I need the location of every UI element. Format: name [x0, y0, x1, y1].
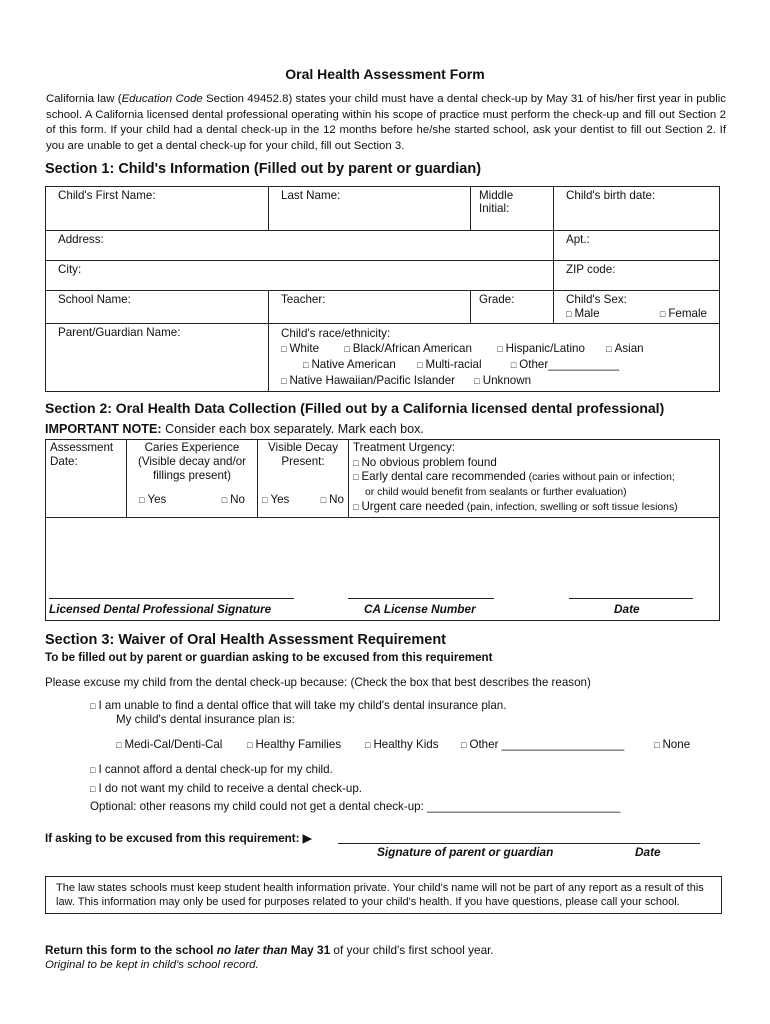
caries-no-checkbox[interactable]: □ No: [221, 493, 245, 506]
section3-heading: Section 3: Waiver of Oral Health Assessment Requirement: [45, 632, 447, 648]
privacy-notice: The law states schools must keep student health information private. Your child's name will not be part of any report as a result of this law. This information may only be used for purposes related to your child's health. If you have questions, please call your school.: [45, 876, 722, 914]
decay-yes-checkbox[interactable]: □ Yes: [262, 493, 290, 506]
decay-no-checkbox[interactable]: □ No: [320, 493, 344, 506]
important-note: IMPORTANT NOTE: Consider each box separately. Mark each box.: [45, 422, 424, 436]
other-race-checkbox[interactable]: □ Other___________: [510, 358, 620, 371]
section1-heading: Section 1: Child's Information (Filled out by parent or guardian): [45, 161, 482, 177]
dental-signature-label: Licensed Dental Professional Signature: [49, 602, 272, 616]
first-name-field[interactable]: Child's First Name:: [46, 187, 269, 231]
sex-field: Child's Sex: □ Male □ Female: [554, 291, 720, 324]
treatment-urgency: Treatment Urgency: □ No obvious problem found □ Early dental care recommended (caries without pain or infection; or child would benefit from sealants or further evaluation) □ Urgent care needed (pain, infection, swelling or soft tissue lesions): [349, 440, 720, 518]
black-checkbox[interactable]: □ Black/African American: [344, 342, 472, 355]
hawaiian-checkbox[interactable]: □ Native Hawaiian/Pacific Islander: [281, 374, 456, 387]
school-field[interactable]: School Name:: [46, 291, 269, 324]
native-american-checkbox[interactable]: □ Native American: [303, 358, 396, 371]
dental-date-label: Date: [614, 602, 640, 616]
asian-checkbox[interactable]: □ Asian: [606, 342, 644, 355]
caries-experience: Caries Experience (Visible decay and/or fillings present) □ Yes □ No: [127, 440, 258, 518]
waiver-optional-reason[interactable]: Optional: other reasons my child could not get a dental check-up: ______________________________: [90, 800, 621, 813]
middle-initial-field[interactable]: Middle Initial:: [471, 187, 554, 231]
zip-field[interactable]: ZIP code:: [554, 261, 720, 291]
arrow-right-icon: ▶: [302, 832, 312, 845]
urgency-urgent-checkbox[interactable]: □ Urgent care needed (pain, infection, swelling or soft tissue lesions): [353, 500, 678, 513]
parent-name-field[interactable]: Parent/Guardian Name:: [46, 324, 269, 392]
parent-date-label: Date: [635, 845, 661, 859]
waiver-option-afford[interactable]: □ I cannot afford a dental check-up for my child.: [90, 763, 333, 776]
waiver-option-refuse[interactable]: □ I do not want my child to receive a dental check-up.: [90, 782, 363, 795]
parent-signature-label: Signature of parent or guardian: [377, 845, 554, 859]
child-info-table: [45, 186, 720, 392]
medi-cal-checkbox[interactable]: □ Medi-Cal/Denti-Cal: [116, 738, 223, 751]
none-plan-checkbox[interactable]: □ None: [654, 738, 691, 751]
intro-paragraph: California law (Education Code Section 49452.8) states your child must have a dental check-up by May 31 of his/her first year in public school. A California licensed dental professional operating within his scope of practice must perform the check-up and fill out Section 2 of this form. If your child had a dental check-up in the 12 months before he/she started school, ask your dentist to fill out Section 2. If you are unable to get a dental check-up for your child, fill out Section 3.: [46, 93, 726, 152]
dental-date-line: [569, 598, 693, 599]
apt-field[interactable]: Apt.:: [554, 231, 720, 261]
urgency-early-checkbox[interactable]: □ Early dental care recommended (caries without pain or infection;: [353, 470, 675, 483]
record-note: Original to be kept in child's school record.: [45, 959, 259, 971]
caries-yes-checkbox[interactable]: □ Yes: [139, 493, 167, 506]
female-checkbox[interactable]: □ Female: [659, 307, 707, 320]
birth-date-field[interactable]: Child's birth date:: [554, 187, 720, 231]
excused-label: If asking to be excused from this requirement: ▶: [45, 832, 312, 845]
return-instructions: Return this form to the school no later than May 31 of your child's first school year.: [45, 943, 494, 957]
license-number-line: [348, 598, 494, 599]
teacher-field[interactable]: Teacher:: [269, 291, 471, 324]
healthy-kids-checkbox[interactable]: □ Healthy Kids: [365, 738, 439, 751]
male-checkbox[interactable]: □ Male: [566, 307, 600, 320]
license-number-label: CA License Number: [364, 602, 476, 616]
grade-field[interactable]: Grade:: [471, 291, 554, 324]
other-plan-checkbox[interactable]: □ Other ___________________: [461, 738, 625, 751]
parent-signature-line[interactable]: [338, 843, 700, 844]
race-field: Child's race/ethnicity: □ White □ Black/African American □ Hispanic/Latino □ Asian □ Native American □ Multi-racial □ Other___________ □ Native Hawaiian/Pacific Islander □ Unknown: [269, 324, 720, 392]
city-field[interactable]: City:: [46, 261, 554, 291]
unknown-checkbox[interactable]: □ Unknown: [474, 374, 532, 387]
visible-decay: Visible Decay Present: □ Yes □ No: [258, 440, 349, 518]
insurance-plan-label: My child's dental insurance plan is:: [116, 713, 295, 726]
hispanic-checkbox[interactable]: □ Hispanic/Latino: [497, 342, 585, 355]
multiracial-checkbox[interactable]: □ Multi-racial: [417, 358, 482, 371]
address-field[interactable]: Address:: [46, 231, 554, 261]
last-name-field[interactable]: Last Name:: [269, 187, 471, 231]
waiver-option-insurance[interactable]: □ I am unable to find a dental office that will take my child's dental insurance plan.: [90, 699, 507, 712]
waiver-prompt: Please excuse my child from the dental check-up because: (Check the box that best describes the reason): [45, 676, 591, 689]
section3-subheading: To be filled out by parent or guardian asking to be excused from this requirement: [45, 651, 493, 664]
urgency-none-checkbox[interactable]: □ No obvious problem found: [353, 455, 497, 469]
section2-heading: Section 2: Oral Health Data Collection (Filled out by a California licensed dental professional): [45, 400, 665, 416]
form-title: Oral Health Assessment Form: [285, 66, 485, 82]
white-checkbox[interactable]: □ White: [281, 342, 320, 355]
healthy-families-checkbox[interactable]: □ Healthy Families: [247, 738, 342, 751]
oral-health-table: [45, 439, 720, 621]
assessment-date-field[interactable]: Assessment Date:: [46, 440, 127, 518]
dental-signature-line: [49, 598, 294, 599]
